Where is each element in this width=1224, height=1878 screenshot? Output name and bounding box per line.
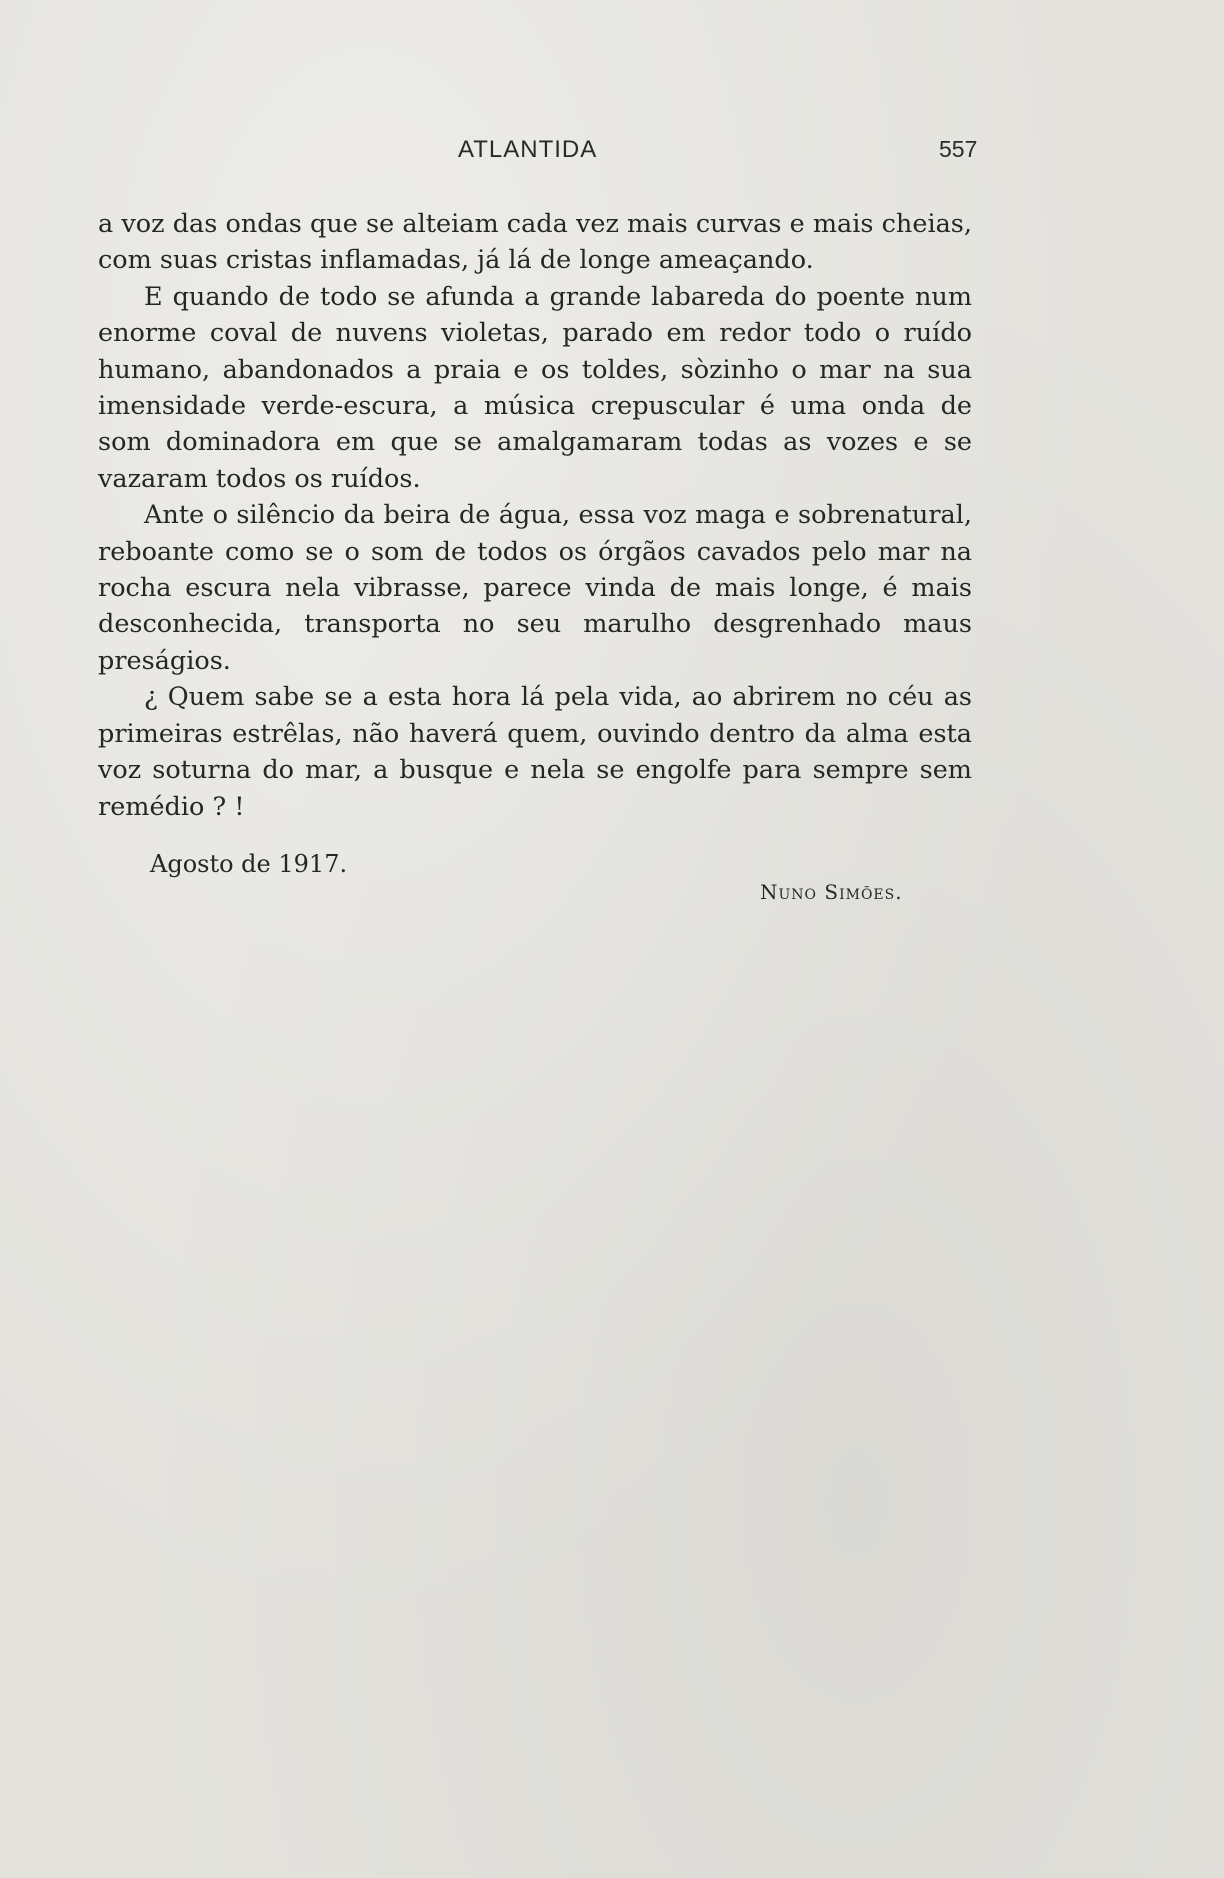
article-body	[98, 206, 972, 825]
page-header	[0, 136, 1224, 170]
paragraph: ¿ Quem sabe se a esta hora lá pela vida, ao abrirem no céu as primeiras estrêlas, não haverá quem, ouvindo dentro da alma esta voz soturna do mar, a busque e nela se engolfe para sempre sem remédio ? !	[98, 682, 972, 822]
paragraph: E quando de todo se afunda a grande labareda do poente num enorme coval de nuvens violetas, parado em redor todo o ruído humano, abandonados a praia e os toldes, sòzinho o mar na sua imensidade verde-escura, a música crepuscular é uma onda de som dominadora em que se amalgamaram todas as vozes e se vazaram todos os ruídos.	[98, 281, 972, 494]
author-name: Nuno Simões.	[760, 880, 903, 904]
signature-block	[0, 850, 1224, 910]
paragraph: a voz das ondas que se alteiam cada vez mais curvas e mais cheias, com suas cristas inflamadas, já lá de longe ameaçando.	[98, 209, 972, 276]
running-title: ATLANTIDA	[458, 136, 598, 163]
date-line: Agosto de 1917.	[150, 850, 348, 878]
paragraph: Ante o silêncio da beira de água, essa voz maga e sobrenatural, reboante como se o som de todos os órgãos cavados pelo mar na rocha escura nela vibrasse, parece vinda de mais longe, é mais desconhecida, transporta no seu marulho desgrenhado maus preságios.	[98, 500, 972, 676]
page-number: 557	[939, 136, 978, 162]
